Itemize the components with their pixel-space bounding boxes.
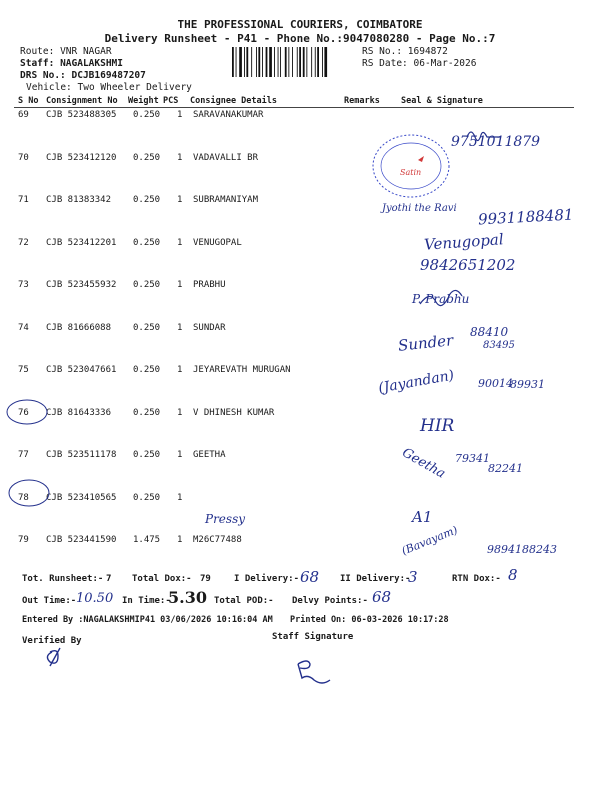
entered-by-label: Entered By : [22,615,84,625]
row-consignee: VENUGOPAL [193,237,242,248]
r75-name: (Jayandan) [377,367,456,397]
drs-value: DCJB169487207 [71,70,146,81]
r79-phone: 9894188243 [487,543,557,556]
row-consignee: JEYAREVATH MURUGAN [193,365,291,375]
col-seal: Seal & Signature [401,96,483,106]
row-weight: 0.250 [133,152,161,163]
in-time-value: 5.30 [168,588,207,607]
row-pcs: 1 [177,322,183,333]
row-sno: 79 [18,535,29,545]
row-pcs: 1 [177,450,183,460]
r74-name: Sunder [397,331,455,355]
row-consignee: SUNDAR [193,322,226,333]
rs-no-label: RS No.: [362,46,403,57]
row-consignment: CJB 523441590 [46,535,117,545]
row-sno: 71 [18,195,29,205]
row-consignment: CJB 81666088 [46,322,112,333]
row-weight: 0.250 [133,237,161,248]
entered-by-line [22,615,273,625]
r75-phone-2: 89931 [510,378,545,391]
row-consignment: CJB 523047661 [46,365,117,375]
r79-note: A1 [412,508,433,526]
row-sno: 76 [18,407,29,418]
row-weight: 0.250 [133,365,161,375]
company-title: THE PROFESSIONAL COURIERS, COIMBATORE [177,18,423,31]
row-consignee: PRABHU [193,280,226,290]
i-delivery-label: I Delivery:- [234,574,300,584]
r79-name: (Bavayam) [399,523,460,558]
ii-delivery-value: 3 [408,568,418,586]
printed-on-label: Printed On: [290,615,347,625]
row-weight: 1.475 [133,535,161,545]
row-weight: 0.250 [133,195,161,205]
row-weight: 0.250 [133,450,161,460]
row-pcs: 1 [177,492,183,503]
row-consignment: CJB 81643336 [46,407,112,418]
row-pcs: 1 [177,365,183,375]
r72-phone: 9842651202 [420,256,516,274]
rtn-dox-value: 8 [508,566,518,584]
row-weight: 0.250 [133,280,161,290]
row-pcs: 1 [177,110,183,120]
row-sno: 77 [18,450,29,460]
staff-label: Staff: [20,58,55,69]
drs-label: DRS No.: [20,70,66,81]
row-pcs: 1 [177,535,183,545]
printed-on-value: 06-03-2026 10:17:28 [351,615,449,625]
row-weight: 0.250 [133,110,161,120]
rs-date-label: RS Date: [362,58,408,69]
r71-phone: 9931188481 [477,205,574,229]
col-sno: S No [18,96,39,106]
r76-note: HIR [420,416,455,436]
row-weight: 0.250 [133,492,161,503]
row-consignee: GEETHA [193,450,226,460]
r71-name: Jyothi the Ravi [382,203,457,214]
row-consignment: CJB 523410565 [46,492,117,503]
row-consignee: VADAVALLI BR [193,152,259,163]
r74-phone-2: 83495 [483,340,515,351]
r77-name: Geetha [399,445,448,482]
in-time-label: In Time:- [122,596,171,606]
r74-phone-1: 88410 [470,325,509,339]
row-weight: 0.250 [133,322,161,333]
row-pcs: 1 [177,195,183,205]
r69-phone: 9751011879 [451,134,541,150]
row-consignment: CJB 523412201 [46,237,117,248]
rtn-dox-label: RTN Dox:- [452,574,501,584]
delvy-points-value: 68 [372,588,392,606]
row-pcs: 1 [177,152,183,163]
row-sno: 70 [18,152,29,163]
r70-seal-text: Satin [400,168,422,177]
col-consignee: Consignee Details [190,96,277,106]
total-dox-label: Total Dox:- [132,574,192,584]
tot-runsheet-value: 7 [106,574,112,584]
delvy-points-label: Delvy Points:- [292,596,368,606]
row-consignment: CJB 523511178 [46,450,117,460]
row-consignee: V DHINESH KUMAR [193,407,275,418]
row-pcs: 1 [177,407,183,418]
row-sno: 69 [18,110,29,120]
row-sno: 74 [18,322,29,333]
i-delivery-value: 68 [300,568,320,586]
row-sno: 72 [18,237,29,248]
col-remarks: Remarks [344,96,380,106]
route-label: Route: [20,46,55,57]
vehicle-label: Vehicle: [26,82,72,93]
row-sno: 75 [18,365,29,375]
vehicle-value: Two Wheeler Delivery [77,82,192,93]
rs-no-value: 1694872 [407,46,448,57]
row-consignee: SUBRAMANIYAM [193,195,259,205]
r77-phone-2: 82241 [488,462,523,475]
r77-phone-1: 79341 [455,452,490,465]
staff-signature-label: Staff Signature [272,632,354,642]
out-time-value: 10.50 [76,591,114,606]
col-weight: Weight [128,96,159,106]
row-pcs: 1 [177,280,183,290]
out-time-label: Out Time:- [22,596,77,606]
row-pcs: 1 [177,237,183,248]
route-value: VNR NAGAR [60,46,112,57]
r75-phone-1: 90014 [478,377,513,390]
col-pcs: PCS [163,96,179,106]
row-consignment: CJB 81383342 [46,195,112,205]
row-consignment: CJB 523455932 [46,280,117,290]
row-consignment: CJB 523488305 [46,110,117,120]
row-weight: 0.250 [133,407,161,418]
row-sno: 78 [18,492,29,503]
col-consignment: Consignment No [46,96,118,106]
r78-note: Pressy [205,512,246,526]
verified-by-label: Verified By [22,636,82,646]
ii-delivery-label: II Delivery:- [340,574,411,584]
total-dox-value: 79 [200,574,211,584]
row-consignee: SARAVANAKUMAR [193,110,264,120]
staff-value: NAGALAKSHMI [60,58,123,69]
row-consignee: M26C77488 [193,535,242,545]
total-pod-label: Total POD:- [214,596,274,606]
rs-date-value: 06-Mar-2026 [413,58,477,69]
printed-on-line [290,615,449,625]
runsheet-subtitle: Delivery Runsheet - P41 - Phone No.:9047080280 - Page No.:7 [104,32,496,45]
tot-runsheet-label: Tot. Runsheet:- [22,574,104,584]
entered-by-value: NAGALAKSHMIP41 03/06/2026 10:16:04 AM [83,615,273,625]
r73-signature: P. Prabhu [412,292,470,306]
r72-name: Venugopal [423,230,505,254]
row-consignment: CJB 523412120 [46,152,117,163]
row-sno: 73 [18,280,29,290]
